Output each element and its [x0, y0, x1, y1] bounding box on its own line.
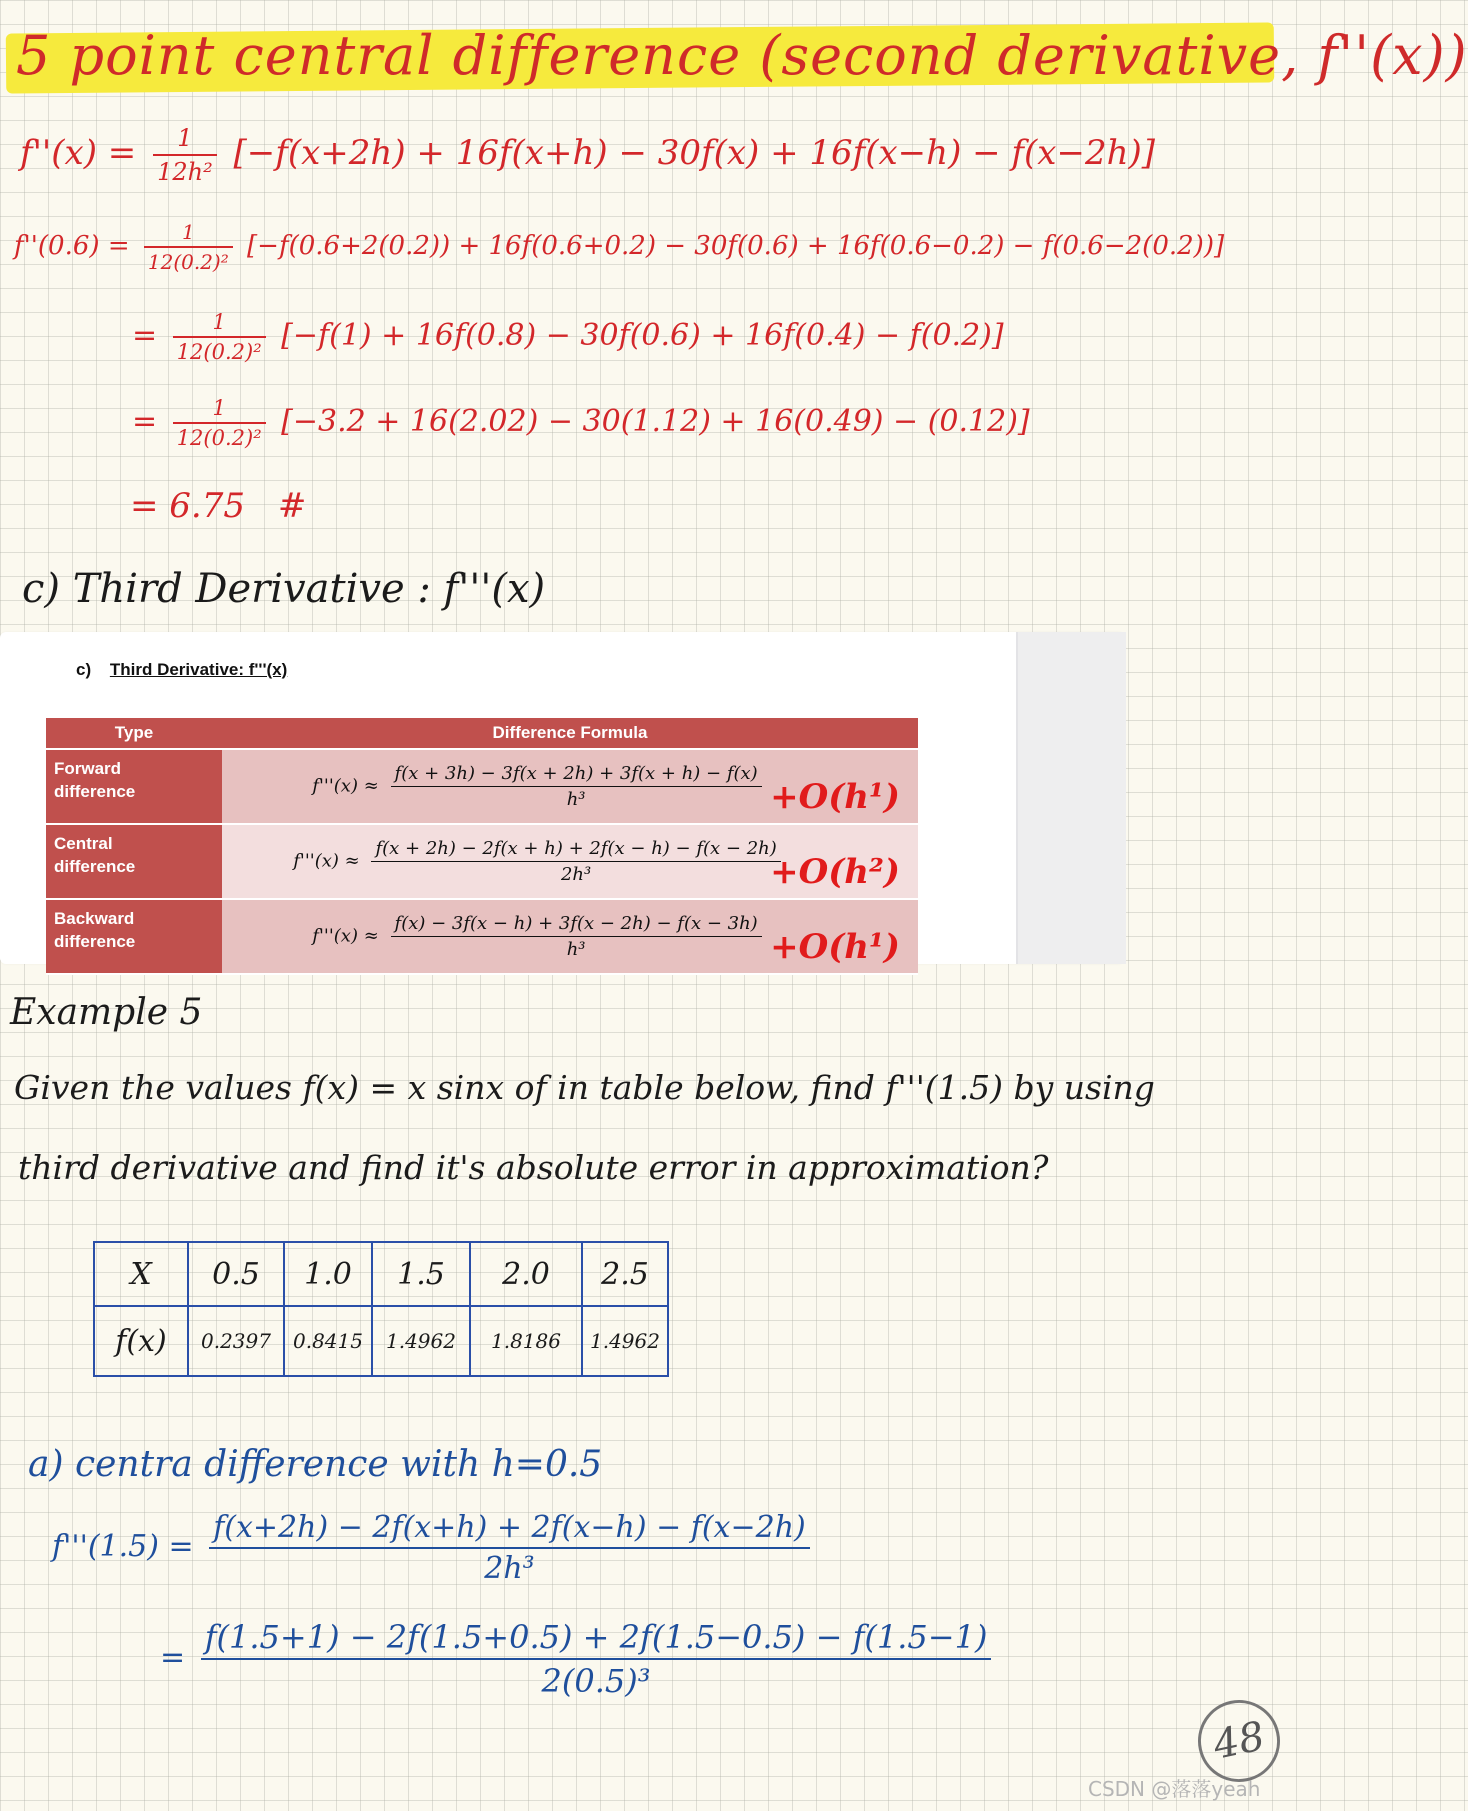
result — [130, 486, 306, 526]
part-a-title: a) centra difference with h=0.5 — [28, 1444, 603, 1485]
card-title — [76, 660, 287, 680]
section-heading-third-derivative: c) Third Derivative : f'''(x) — [22, 566, 546, 612]
table-row — [46, 824, 918, 899]
fraction-denominator: 2h³ — [209, 1547, 810, 1586]
row-type — [46, 899, 222, 974]
fraction-numerator: 1 — [181, 220, 195, 244]
formula-general-fraction — [153, 124, 217, 186]
formula — [222, 838, 900, 892]
fraction-denominator: h³ — [391, 936, 762, 960]
fraction-numerator: f(x+2h) − 2f(x+h) + 2f(x−h) − f(x−2h) — [213, 1510, 806, 1545]
type-line: Forward — [54, 759, 122, 778]
row-formula — [222, 749, 918, 824]
x-value-cell: 2.0 — [470, 1242, 582, 1306]
table-header-row — [46, 718, 918, 749]
error-order: +O(h¹) — [770, 777, 900, 817]
type-line: Central — [54, 834, 113, 853]
row-formula — [222, 824, 918, 899]
x-label-cell: X — [94, 1242, 188, 1306]
header-formula: Difference Formula — [222, 718, 918, 749]
part-a-substituted — [160, 1618, 997, 1700]
card-side-panel — [1016, 632, 1126, 964]
table-row-fx — [94, 1306, 668, 1376]
fraction-denominator: 2(0.5)³ — [201, 1658, 992, 1700]
header-type: Type — [46, 718, 222, 749]
formula-sub-bracket: [−f(0.6+2(0.2)) + 16f(0.6+0.2) − 30f(0.6) + 16f(0.6−0.2) − f(0.6−2(0.2))] — [247, 231, 1225, 261]
table-row-x — [94, 1242, 668, 1306]
part-a-lhs: f'''(1.5) = — [52, 1529, 194, 1564]
formula-step-2 — [132, 310, 1004, 364]
fraction-denominator: 12(0.2)² — [173, 422, 266, 450]
equals-sign: = — [160, 1640, 186, 1675]
formula-fraction — [371, 838, 780, 885]
formula-substituted — [14, 220, 1224, 274]
fraction-numerator: 1 — [177, 124, 193, 152]
values-table — [93, 1241, 669, 1377]
x-value-cell: 0.5 — [188, 1242, 284, 1306]
formula-fraction — [391, 763, 762, 810]
part-a-fraction — [209, 1510, 810, 1586]
type-line: Backward — [54, 909, 135, 928]
example-text-line-2: third derivative and find it's absolute error in approximation? — [18, 1148, 1049, 1187]
fraction-numerator: f(1.5+1) − 2f(1.5+0.5) + 2f(1.5−0.5) − f(1.5−1) — [204, 1618, 988, 1656]
type-line: difference — [54, 781, 136, 801]
formula-lhs: f'''(x) ≈ — [312, 775, 379, 797]
formula-general-bracket: [−f(x+2h) + 16f(x+h) − 30f(x) + 16f(x−h) − f(x−2h)] — [233, 133, 1156, 173]
fraction-denominator: 12(0.2)² — [173, 336, 266, 364]
card-title-text: Third Derivative: f'''(x) — [109, 660, 288, 679]
x-value-cell: 2.5 — [582, 1242, 668, 1306]
fx-value-cell: 1.8186 — [470, 1306, 582, 1376]
formula-lhs: f'''(x) ≈ — [312, 925, 379, 947]
part-a-formula — [52, 1510, 816, 1586]
fx-value-cell: 0.8415 — [284, 1306, 372, 1376]
formula — [222, 913, 900, 967]
fx-value-cell: 1.4962 — [582, 1306, 668, 1376]
formula-sub-fraction — [144, 220, 233, 274]
example-text-line-1: Given the values f(x) = x sinx of in table below, find f'''(1.5) by using — [14, 1068, 1155, 1107]
formula-general-lhs: f''(x) = — [20, 133, 137, 173]
step2-fraction — [173, 310, 266, 364]
step2-bracket: [−f(1) + 16f(0.8) − 30f(0.6) + 16f(0.4) − f(0.2)] — [281, 318, 1004, 353]
row-formula — [222, 899, 918, 974]
heading-highlight — [6, 14, 1468, 96]
example-title: Example 5 — [10, 992, 203, 1033]
result-value: = 6.75 — [130, 486, 245, 526]
formula-sub-lhs: f''(0.6) = — [14, 231, 130, 261]
type-line: difference — [54, 856, 136, 876]
fx-value-cell: 1.4962 — [372, 1306, 470, 1376]
table-row — [46, 899, 918, 974]
part-a-sub-fraction — [201, 1618, 992, 1700]
equals-sign: = — [132, 404, 158, 439]
fraction-denominator: 12(0.2)² — [144, 246, 233, 274]
formula-step-3 — [132, 396, 1030, 450]
equals-sign: = — [132, 318, 158, 353]
formula-lhs: f'''(x) ≈ — [293, 850, 360, 872]
step3-fraction — [173, 396, 266, 450]
fraction-numerator: f(x + 3h) − 3f(x + 2h) + 3f(x + h) − f(x) — [394, 763, 758, 784]
row-type — [46, 749, 222, 824]
page-number-stamp: 48 — [1190, 1692, 1287, 1789]
watermark: CSDN @落落yeah — [1088, 1777, 1261, 1801]
difference-formula-table — [46, 718, 918, 975]
result-mark: # — [277, 486, 307, 526]
fraction-denominator: h³ — [391, 786, 762, 810]
error-order: +O(h²) — [770, 852, 900, 892]
fraction-denominator: 12h² — [153, 154, 217, 186]
card-title-label: c) — [76, 660, 92, 679]
formula-fraction — [391, 913, 762, 960]
fx-value-cell: 0.2397 — [188, 1306, 284, 1376]
fraction-denominator: 2h³ — [371, 861, 780, 885]
x-value-cell: 1.0 — [284, 1242, 372, 1306]
row-type — [46, 824, 222, 899]
fraction-numerator: f(x + 2h) − 2f(x + h) + 2f(x − h) − f(x − 2h) — [375, 838, 777, 859]
formula-general — [20, 124, 1155, 186]
fraction-numerator: 1 — [212, 396, 226, 420]
fraction-numerator: f(x) − 3f(x − h) + 3f(x − 2h) − f(x − 3h) — [394, 913, 758, 934]
table-row — [46, 749, 918, 824]
fx-label-cell: f(x) — [94, 1306, 188, 1376]
step3-bracket: [−3.2 + 16(2.02) − 30(1.12) + 16(0.49) − (0.12)] — [281, 404, 1030, 439]
fraction-numerator: 1 — [212, 310, 226, 334]
x-value-cell: 1.5 — [372, 1242, 470, 1306]
type-line: difference — [54, 931, 136, 951]
formula — [222, 763, 900, 817]
page-title: 5 point central difference (second derivative, f''(x)) — [16, 24, 1468, 87]
error-order: +O(h¹) — [770, 927, 900, 967]
